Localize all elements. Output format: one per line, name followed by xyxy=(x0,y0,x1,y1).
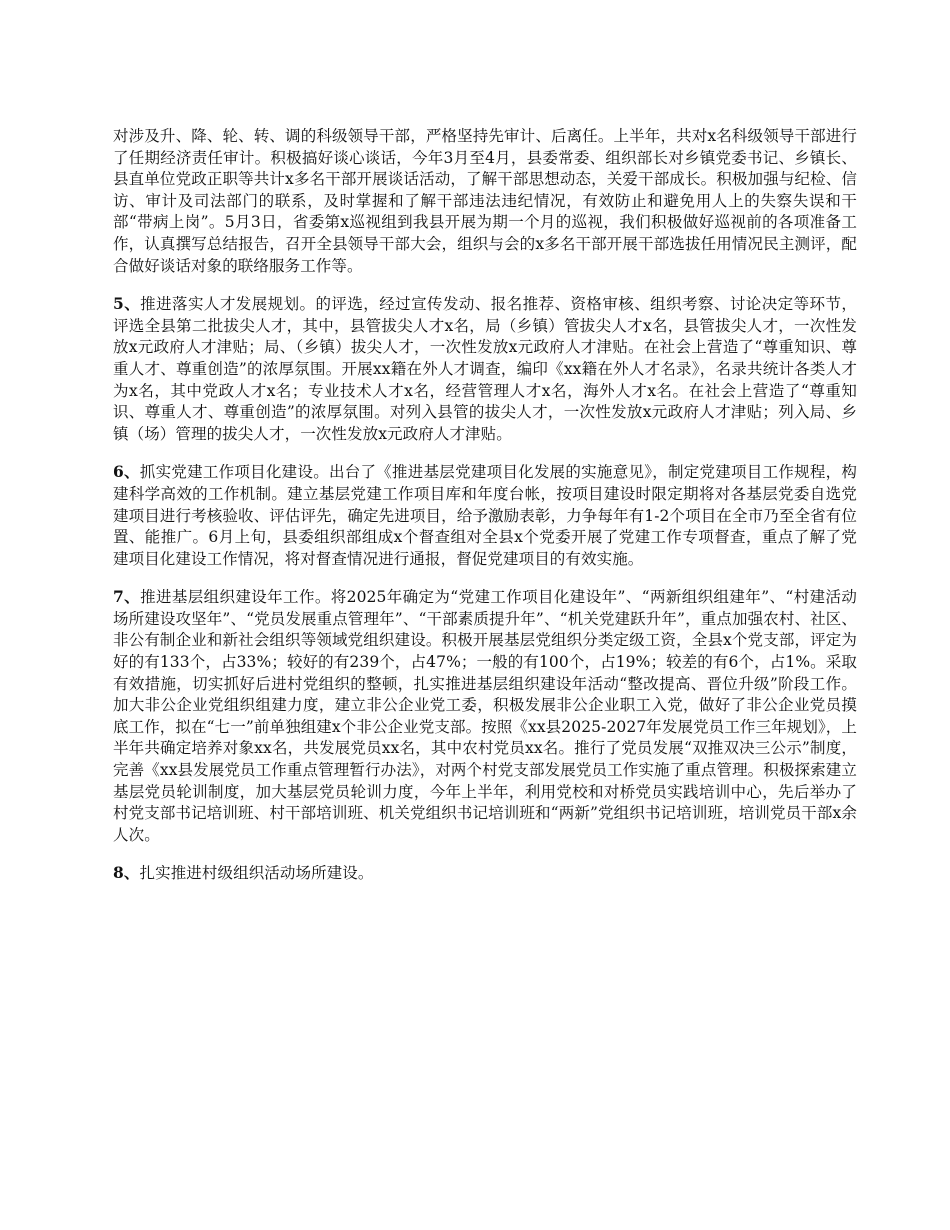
paragraph-talent-plan xyxy=(113,293,857,445)
paragraph-number: 7、 xyxy=(113,587,141,607)
paragraph-village-venues xyxy=(113,862,857,885)
paragraph-text: 对涉及升、降、轮、转、调的科级领导干部，严格坚持先审计、后离任。上半年，共对x名科级领导干部进行了任期经济责任审计。积极搞好谈心谈话，今年3月至4月，县委常委、组织部长对乡镇党委书记、乡镇长、县直单位党政正职等共计x多名干部开展谈话活动，了解干部思想动态，关爱干部成长。积极加强与纪检、信访、审计及司法部门的联系，及时掌握和了解干部违法违纪情况，有效防止和避免用人上的失察失误和干部“带病上岗”。5月3日，省委第x巡视组到我县开展为期一个月的巡视，我们积极做好巡视前的各项准备工作，认真撰写总结报告，召开全县领导干部大会，组织与会的x多名干部开展干部选拔任用情况民主测评，配合做好谈话对象的联络服务工作等。 xyxy=(113,127,857,275)
paragraph-number: 6、 xyxy=(113,462,140,482)
paragraph-text: 推进基层组织建设年工作。将2025年确定为“党建工作项目化建设年”、“两新组织组建年”、“村建活动场所建设攻坚年”、“党员发展重点管理年”、“干部素质提升年”、“机关党建跃升年”，重点加强农村、社区、非公有制企业和新社会组织等领域党组织建设。积极开展基层党组织分类定级工资，全县x个党支部，评定为好的有133个，占33%；较好的有239个，占47%；一般的有100个，占19%；较差的有6个，占1%。采取有效措施，切实抓好后进村党组织的整顿，扎实推进基层组织建设年活动“整改提高、晋位升级”阶段工作。加大非公企业党组织组建力度，建立非公企业党工委，积极发展非公企业职工入党，做好了非公企业党员摸底工作，拟在“七一”前单独组建x个非公企业党支部。按照《xx县2025-2027年发展党员工作三年规划》，上半年共确定培养对象xx名，共发展党员xx名，其中农村党员xx名。推行了党员发展“双推双决三公示”制度，完善《xx县发展党员工作重点管理暂行办法》，对两个村党支部发展党员工作实施了重点管理。积极探索建立基层党员轮训制度，加大基层党员轮训力度，今年上半年，利用党校和对桥党员实践培训中心，先后举办了村党支部书记培训班、村干部培训班、机关党组织书记培训班和“两新”党组织书记培训班，培训党员干部x余人次。 xyxy=(113,588,857,844)
paragraph-cadre-audit xyxy=(113,126,857,277)
paragraph-number: 8、 xyxy=(113,863,140,883)
document-page xyxy=(113,126,857,901)
paragraph-text: 推进落实人才发展规划。的评选，经过宣传发动、报名推荐、资格审核、组织考察、讨论决定等环节，评选全县第二批拔尖人才，其中，县管拔尖人才x名，局（乡镇）管拔尖人才x名，县管拔尖人才，一次性发放x元政府人才津贴；局、（乡镇）拔尖人才，一次性发放x元政府人才津贴。在社会上营造了“尊重知识、尊重人才、尊重创造”的浓厚氛围。开展xx籍在外人才调查，编印《xx籍在外人才名录》，名录共统计各类人才为x名，其中党政人才x名；专业技术人才x名，经营管理人才x名，海外人才x名。在社会上营造了“尊重知识、尊重人才、尊重创造”的浓厚氛围。对列入县管的拔尖人才，一次性发放x元政府人才津贴；列入局、乡镇（场）管理的拔尖人才，一次性发放x元政府人才津贴。 xyxy=(113,295,857,443)
paragraph-grassroots-org xyxy=(113,586,857,846)
paragraph-number: 5、 xyxy=(113,294,141,314)
paragraph-text: 抓实党建工作项目化建设。出台了《推进基层党建项目化发展的实施意见》，制定党建项目工作规程，构建科学高效的工作机制。建立基层党建工作项目库和年度台帐，按项目建设时限定期将对各基层党委自选党建项目进行考核验收、评估评先，确定先进项目，给予激励表彰，力争每年有1-2个项目在全市乃至全省有位置、能推广。6月上旬，县委组织部组成x个督查组对全县x个党委开展了党建工作专项督查，重点了解了党建项目化建设工作情况，将对督查情况进行通报，督促党建项目的有效实施。 xyxy=(113,463,857,568)
paragraph-party-projects xyxy=(113,461,857,570)
paragraph-text: 扎实推进村级组织活动场所建设。 xyxy=(139,864,374,883)
